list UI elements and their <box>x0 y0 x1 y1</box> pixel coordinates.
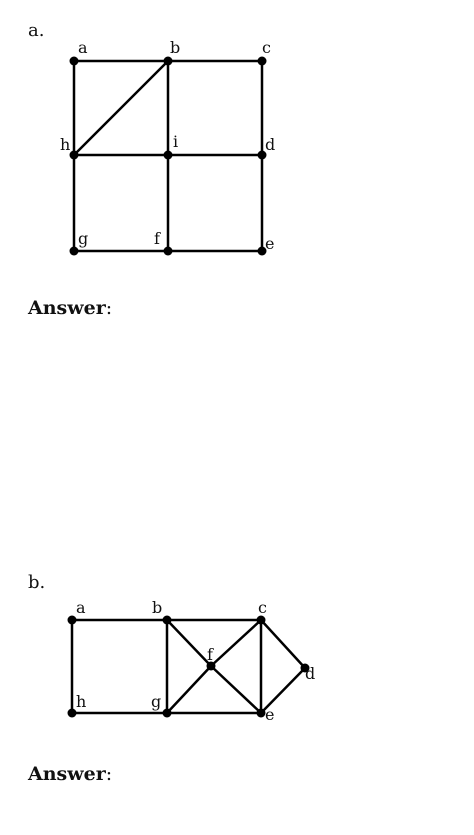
graph-a-vertex-label-h: h <box>60 135 71 154</box>
answer-b-colon: : <box>105 763 113 785</box>
graph-b-vertex-label-f: f <box>207 645 213 664</box>
graph-a-vertex-label-c: c <box>262 38 271 57</box>
answer-a-text: Answer <box>28 297 106 319</box>
graph-b-vertex-label-a: a <box>76 598 86 617</box>
graph-a-vertex-label-f: f <box>154 229 160 248</box>
answer-a-colon: : <box>105 297 113 319</box>
graph-a-vertex-label-i: i <box>173 132 179 151</box>
graph-b-edge-f-g <box>167 666 211 713</box>
graph-b-vertex-label-g: g <box>151 692 162 711</box>
answer-b-label <box>28 763 112 785</box>
graph-a-vertex-label-b: b <box>170 38 181 57</box>
graph-b-vertex-g <box>163 709 172 718</box>
graph-a-vertex-label-e: e <box>265 234 275 253</box>
part-a-label: a. <box>28 20 45 41</box>
graph-b-vertex-label-d: d <box>305 664 316 683</box>
graph-b-vertex-b <box>163 616 172 625</box>
graph-a-vertex-label-a: a <box>78 38 88 57</box>
graph-b-edge-b-f <box>167 620 211 666</box>
graph-b-vertex-label-b: b <box>152 598 163 617</box>
graph-b-edge-c-f <box>211 620 261 666</box>
graph-a-vertex-label-g: g <box>78 229 89 248</box>
answer-b-text: Answer <box>28 763 106 785</box>
graph-b-vertex-label-e: e <box>265 705 275 724</box>
graph-b-vertex-label-h: h <box>76 692 87 711</box>
graph-b-edge-c-d <box>261 620 305 668</box>
part-b-label: b. <box>28 572 46 593</box>
graph-b-edge-f-e <box>211 666 261 713</box>
graph-b-vertex-label-c: c <box>258 598 267 617</box>
graph-a-vertex-label-d: d <box>265 135 276 154</box>
